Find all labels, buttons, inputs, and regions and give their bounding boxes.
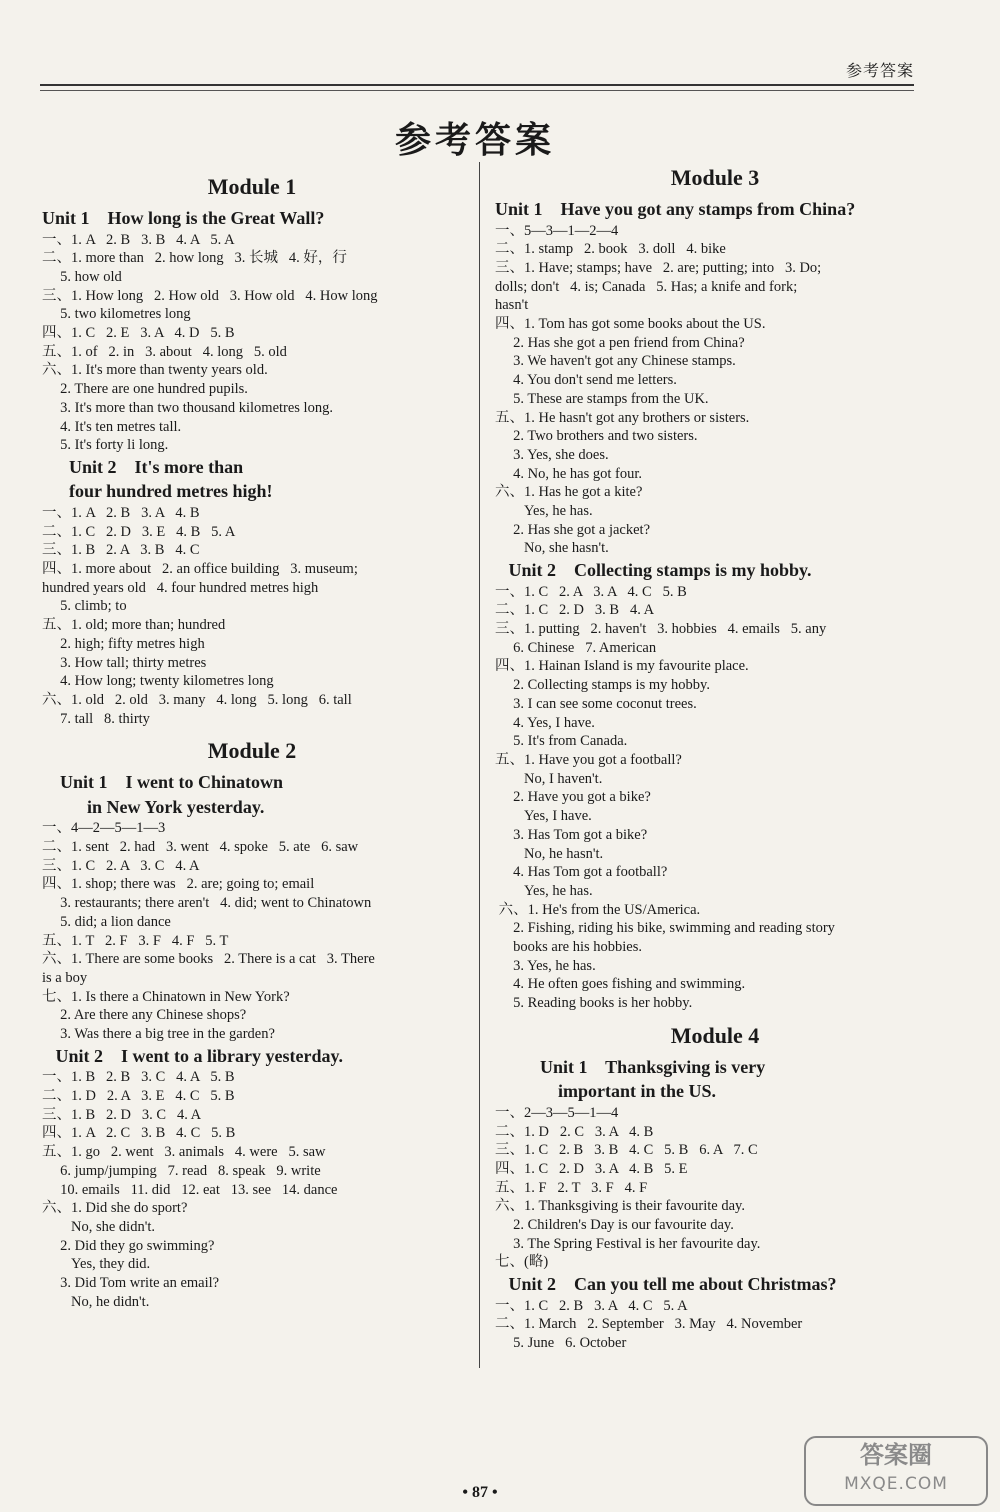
- right-answer-column: [495, 163, 935, 1353]
- answer-line: 四、1. Tom has got some books about the US.: [495, 316, 766, 333]
- answer-line: No, she didn't.: [42, 1218, 155, 1235]
- answer-line: 2. Did they go swimming?: [42, 1237, 215, 1254]
- answer-line: 3. restaurants; there aren't 4. did; went to Chinatown: [42, 895, 372, 912]
- answer-line: 二、1. D 2. A 3. E 4. C 5. B: [42, 1088, 235, 1105]
- answer-line: 五、1. go 2. went 3. animals 4. were 5. saw: [42, 1144, 326, 1161]
- answer-line: 5. It's from Canada.: [495, 733, 628, 750]
- answer-line: 3. Was there a big tree in the garden?: [42, 1026, 275, 1043]
- answer-line: 二、1. March 2. September 3. May 4. November: [495, 1316, 803, 1333]
- answer-line: 五、1. old; more than; hundred: [42, 617, 226, 634]
- module-heading: Module 3: [670, 165, 760, 190]
- module-heading: Module 2: [207, 738, 297, 764]
- answer-line: 六、1. old 2. old 3. many 4. long 5. long 6. tall: [42, 691, 352, 708]
- answer-line: 六、1. He's from the US/America.: [495, 901, 701, 918]
- answer-line: 二、1. more than 2. how long 3. 长城 4. 好，行: [42, 250, 347, 267]
- answer-line: 二、1. C 2. D 3. B 4. A: [495, 602, 655, 619]
- answer-line: 5. These are stamps from the UK.: [495, 390, 709, 407]
- answer-line: 4. Has Tom got a football?: [495, 864, 668, 881]
- answer-line: 4. Yes, I have.: [495, 714, 595, 731]
- answer-line: 3. How tall; thirty metres: [42, 654, 207, 671]
- answer-line: 2. Have you got a bike?: [495, 789, 651, 806]
- answer-line: 6. Chinese 7. American: [495, 639, 657, 656]
- answer-line: 二、1. C 2. D 3. E 4. B 5. A: [42, 523, 236, 540]
- answer-line: 一、1. C 2. B 3. A 4. C 5. A: [495, 1297, 688, 1314]
- answer-line: 六、1. Has he got a kite?: [495, 484, 643, 501]
- answer-line: 四、1. more about 2. an office building 3. museum;: [42, 561, 358, 578]
- answer-line: 3. The Spring Festival is her favourite day.: [495, 1235, 761, 1252]
- answer-line: 三、1. B 2. A 3. B 4. C: [42, 542, 200, 559]
- answer-line: books are his hobbies.: [495, 939, 642, 956]
- answer-line: 四、1. Hainan Island is my favourite place.: [495, 658, 749, 675]
- answer-line: 五、1. of 2. in 3. about 4. long 5. old: [42, 343, 287, 360]
- unit-heading: Unit 1 Thanksgiving is very: [495, 1056, 766, 1077]
- answer-line: 4. It's ten metres tall.: [42, 418, 182, 435]
- answer-line: 一、1. A 2. B 3. A 4. B: [42, 504, 200, 521]
- answer-line: 四、1. A 2. C 3. B 4. C 5. B: [42, 1125, 236, 1142]
- answer-line: Yes, I have.: [495, 808, 592, 825]
- answer-line: 2. high; fifty metres high: [42, 635, 205, 652]
- answer-line: No, he hasn't.: [495, 845, 604, 862]
- answer-line: 五、1. He hasn't got any brothers or sisters.: [495, 409, 750, 426]
- page-number: • 87 •: [462, 1484, 498, 1501]
- unit-heading: Unit 1 How long is the Great Wall?: [42, 208, 325, 228]
- answer-line: 七、(略): [495, 1254, 549, 1271]
- left-answer-column: [42, 172, 462, 1311]
- answer-line: 3. It's more than two thousand kilometres long.: [42, 399, 333, 416]
- unit-heading: Unit 2 Collecting stamps is my hobby.: [495, 560, 812, 581]
- answer-line: hasn't: [495, 297, 529, 314]
- answer-line: 三、1. C 2. A 3. C 4. A: [42, 857, 200, 874]
- running-header: 参考答案: [845, 61, 914, 80]
- answer-line: 3. Did Tom write an email?: [42, 1275, 220, 1292]
- answer-line: 2. Has she got a pen friend from China?: [495, 334, 745, 351]
- unit-heading: in New York yesterday.: [42, 796, 265, 817]
- answer-line: 六、1. It's more than twenty years old.: [42, 362, 268, 379]
- watermark-text: MXQE.COM: [844, 1474, 948, 1494]
- answer-line: 四、1. C 2. E 3. A 4. D 5. B: [42, 325, 235, 342]
- answer-line: 2. Fishing, riding his bike, swimming and reading story: [495, 920, 835, 937]
- answer-line: Yes, he has.: [495, 503, 593, 520]
- header-rule: [40, 84, 914, 91]
- unit-heading: Unit 2 It's more than: [42, 456, 244, 477]
- answer-line: 一、2—3—5—1—4: [495, 1104, 619, 1121]
- answer-line: No, he didn't.: [42, 1293, 150, 1310]
- answer-line: 3. Has Tom got a bike?: [495, 826, 648, 843]
- answer-line: dolls; don't 4. is; Canada 5. Has; a knife and fork;: [495, 278, 798, 295]
- module-heading: Module 4: [670, 1022, 760, 1048]
- answer-line: 三、1. How long 2. How old 3. How old 4. How long: [42, 287, 378, 304]
- answer-line: 三、1. B 2. D 3. C 4. A: [42, 1106, 202, 1123]
- answer-line: 3. We haven't got any Chinese stamps.: [495, 353, 736, 370]
- answer-line: 10. emails 11. did 12. eat 13. see 14. dance: [42, 1181, 338, 1198]
- unit-heading: Unit 1 I went to Chinatown: [42, 772, 284, 793]
- answer-line: is a boy: [42, 970, 88, 986]
- answer-line: No, I haven't.: [495, 770, 603, 787]
- unit-heading: Unit 1 Have you got any stamps from China?: [495, 199, 856, 219]
- answer-line: 3. I can see some coconut trees.: [495, 695, 697, 712]
- answer-line: 2. Children's Day is our favourite day.: [495, 1217, 734, 1234]
- answer-line: hundred years old 4. four hundred metres high: [42, 579, 319, 596]
- unit-heading: Unit 2 Can you tell me about Christmas?: [495, 1274, 837, 1295]
- answer-line: 3. Yes, he has.: [495, 957, 596, 974]
- answer-line: 5. climb; to: [42, 598, 127, 615]
- answer-line: 五、1. F 2. T 3. F 4. F: [495, 1179, 648, 1196]
- answer-line: 2. There are one hundred pupils.: [42, 381, 248, 398]
- answer-line: 二、1. D 2. C 3. A 4. B: [495, 1123, 654, 1140]
- answer-line: 三、1. putting 2. haven't 3. hobbies 4. emails 5. any: [495, 621, 827, 638]
- answer-line: 2. Collecting stamps is my hobby.: [495, 677, 710, 694]
- answer-line: 5. how old: [42, 268, 122, 285]
- unit-heading: important in the US.: [495, 1081, 717, 1102]
- answer-line: 4. You don't send me letters.: [495, 372, 677, 389]
- answer-line: 四、1. shop; there was 2. are; going to; email: [42, 876, 315, 893]
- answer-line: 6. jump/jumping 7. read 8. speak 9. write: [42, 1162, 321, 1179]
- answer-line: 7. tall 8. thirty: [42, 710, 150, 727]
- answer-line: 一、1. C 2. A 3. A 4. C 5. B: [495, 583, 687, 600]
- unit-heading: four hundred metres high!: [42, 481, 273, 502]
- answer-line: 五、1. T 2. F 3. F 4. F 5. T: [42, 932, 229, 949]
- answer-line: 一、4—2—5—1—3: [42, 820, 166, 837]
- answer-line: 4. How long; twenty kilometres long: [42, 673, 274, 690]
- answer-line: 六、1. Thanksgiving is their favourite day.: [495, 1198, 745, 1215]
- answer-line: 三、1. C 2. B 3. B 4. C 5. B 6. A 7. C: [495, 1142, 758, 1159]
- answer-line: 5. It's forty li long.: [42, 437, 169, 454]
- watermark-mark: 答案圈: [860, 1441, 932, 1469]
- unit-heading: Unit 2 I went to a library yesterday.: [42, 1045, 343, 1066]
- answer-line: 5. June 6. October: [495, 1335, 627, 1352]
- answer-line: 三、1. Have; stamps; have 2. are; putting; into 3. Do;: [495, 259, 822, 276]
- answer-line: 4. He often goes fishing and swimming.: [495, 976, 746, 993]
- column-divider: [479, 162, 480, 1368]
- answer-line: 六、1. There are some books 2. There is a cat 3. There: [42, 951, 375, 968]
- answer-line: 五、1. Have you got a football?: [495, 751, 682, 768]
- answer-line: 2. Two brothers and two sisters.: [495, 428, 698, 445]
- module-heading: Module 1: [207, 174, 297, 199]
- answer-line: 一、5—3—1—2—4: [495, 222, 619, 239]
- answer-line: Yes, they did.: [42, 1256, 151, 1273]
- answer-line: 3. Yes, she does.: [495, 446, 609, 463]
- answer-line: 2. Has she got a jacket?: [495, 521, 651, 538]
- answer-line: 六、1. Did she do sport?: [42, 1200, 188, 1217]
- answer-line: 二、1. sent 2. had 3. went 4. spoke 5. ate 6. saw: [42, 839, 359, 856]
- answer-line: No, she hasn't.: [495, 540, 609, 557]
- answer-line: 5. two kilometres long: [42, 306, 191, 323]
- answer-line: Yes, he has.: [495, 882, 593, 899]
- answer-line: 2. Are there any Chinese shops?: [42, 1007, 247, 1024]
- answer-line: 七、1. Is there a Chinatown in New York?: [42, 988, 290, 1005]
- answer-line: 一、1. A 2. B 3. B 4. A 5. A: [42, 231, 235, 248]
- page-title: 参考答案: [394, 120, 555, 161]
- answer-line: 5. Reading books is her hobby.: [495, 995, 693, 1012]
- answer-line: 二、1. stamp 2. book 3. doll 4. bike: [495, 241, 726, 258]
- answer-line: 一、1. B 2. B 3. C 4. A 5. B: [42, 1069, 235, 1086]
- answer-line: 4. No, he has got four.: [495, 465, 642, 482]
- answer-line: 四、1. C 2. D 3. A 4. B 5. E: [495, 1160, 688, 1177]
- watermark-logo: [804, 1436, 988, 1506]
- answer-line: 5. did; a lion dance: [42, 913, 171, 930]
